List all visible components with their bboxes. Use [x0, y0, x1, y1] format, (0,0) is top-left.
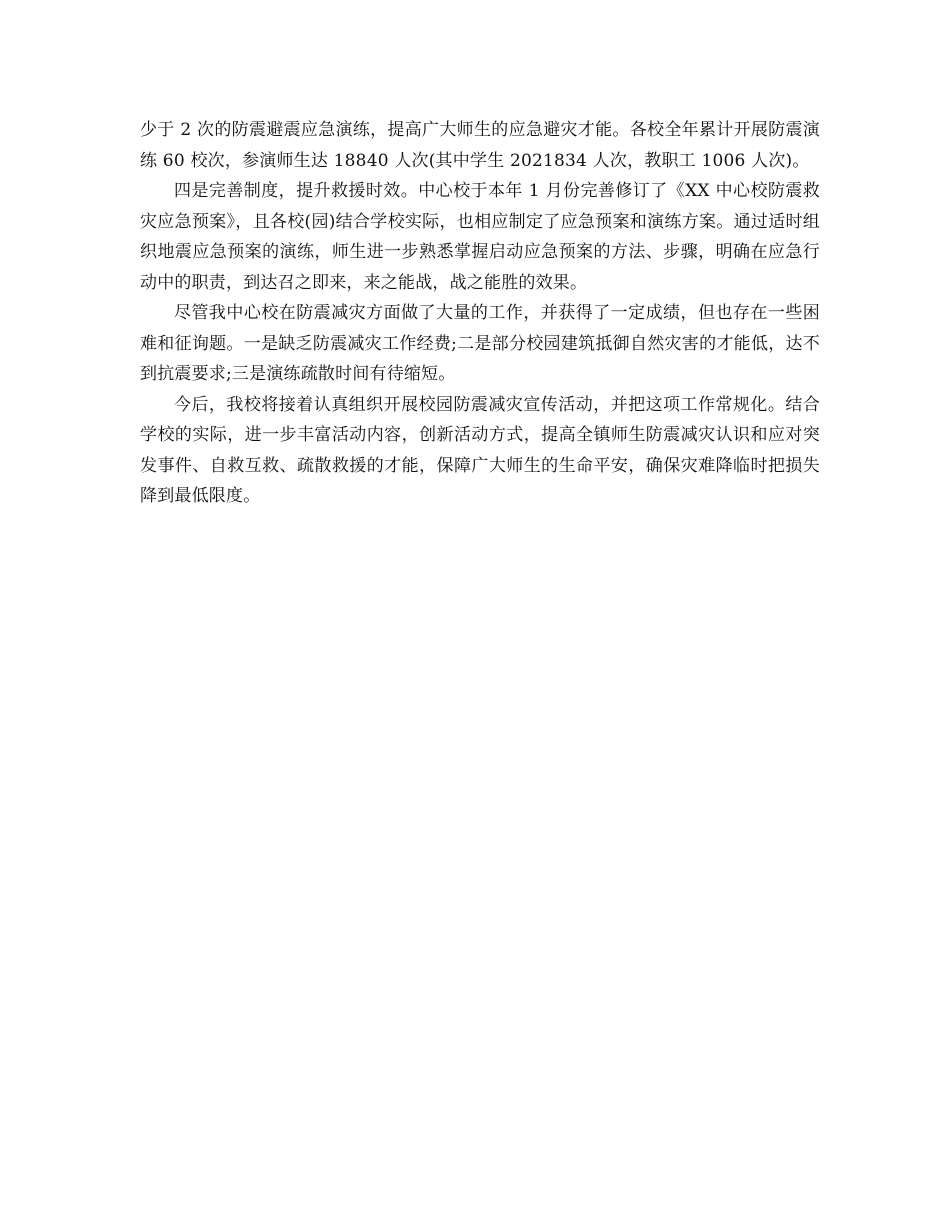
paragraph-drill-summary: 少于 2 次的防震避震应急演练，提高广大师生的应急避灾才能。各校全年累计开展防震演练 60 校次，参演师生达 18840 人次(其中学生 2021834 人次，教职工 1006 人次)。: [140, 120, 820, 171]
paragraph-future-plan: 今后，我校将接着认真组织开展校园防震减灾宣传活动，并把这项工作常规化。结合学校的实际，进一步丰富活动内容，创新活动方式，提高全镇师生防震减灾认识和应对突发事件、自救互救、疏散救援的才能，保障广大师生的生命平安，确保灾难降临时把损失降到最低限度。: [140, 394, 820, 506]
paragraph-improve-system: 四是完善制度，提升救援时效。中心校于本年 1 月份完善修订了《XX 中心校防震救灾应急预案》，且各校(园)结合学校实际，也相应制定了应急预案和演练方案。通过适时组织地震应急预案的演练，师生进一步熟悉掌握启动应急预案的方法、步骤，明确在应急行动中的职责，到达召之即来，来之能战，战之能胜的效果。: [140, 181, 820, 293]
document-body: [140, 115, 820, 512]
paragraph-difficulties: 尽管我中心校在防震减灾方面做了大量的工作，并获得了一定成绩，但也存在一些困难和征询题。一是缺乏防震减灾工作经费;二是部分校园建筑抵御自然灾害的才能低，达不到抗震要求;三是演练疏散时间有待缩短。: [140, 303, 820, 384]
